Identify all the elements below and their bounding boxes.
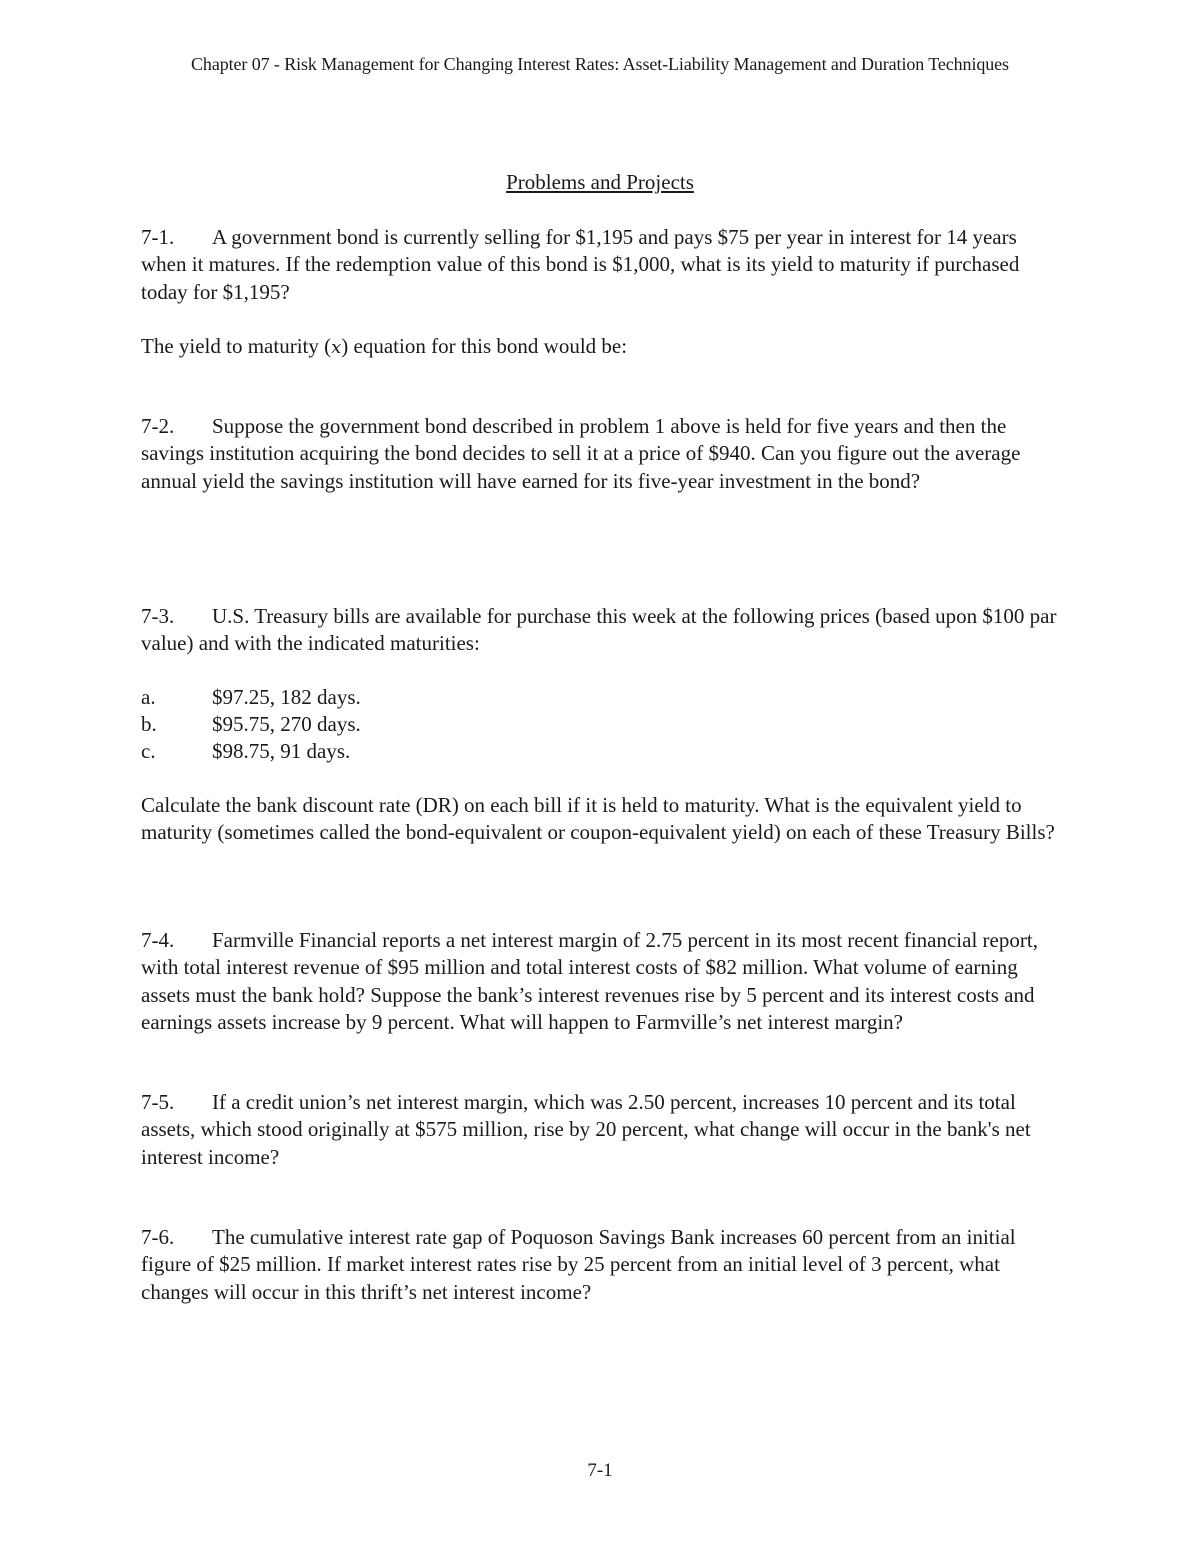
problem-7-2 xyxy=(141,413,1066,495)
problem-number: 7-6. xyxy=(141,1225,175,1249)
problem-number: 7-4. xyxy=(141,928,175,952)
problem-text: Suppose the government bond described in problem 1 above is held for five years and then the savings institution acquiring the bond decides to sell it at a price of $940. Can you figure out the average annual yield the savings institution will have earned for its five-year investment in the bond? xyxy=(141,414,1021,493)
problem-number: 7-1. xyxy=(141,225,175,249)
problem-7-3 xyxy=(141,603,1066,658)
option-b xyxy=(141,711,361,738)
problem-7-6 xyxy=(141,1224,1066,1306)
option-letter: c. xyxy=(141,739,156,763)
problem-text: Farmville Financial reports a net interest margin of 2.75 percent in its most recent financial report, with total interest revenue of $95 million and total interest costs of $82 million. What volume of earning assets must the bank hold? Suppose the bank’s interest revenues rise by 5 percent and its interest costs and earnings assets increase by 9 percent. What will happen to Farmville’s net interest margin? xyxy=(141,928,1038,1034)
problem-7-1 xyxy=(141,224,1066,306)
problem-7-4 xyxy=(141,927,1066,1036)
section-title: Problems and Projects xyxy=(506,170,694,194)
option-c xyxy=(141,738,350,765)
running-header: Chapter 07 - Risk Management for Changing Interest Rates: Asset-Liability Management and Duration Techniques xyxy=(191,54,1009,74)
problem-number: 7-3. xyxy=(141,604,175,628)
followup-text-after: ) equation for this bond would be: xyxy=(341,334,628,358)
problem-7-3-followup: Calculate the bank discount rate (DR) on each bill if it is held to maturity. What is the equivalent yield to maturity (sometimes called the bond-equivalent or coupon-equivalent yield) on each of these Treasury Bills? xyxy=(141,793,1055,845)
problem-text: If a credit union’s net interest margin, which was 2.50 percent, increases 10 percent and its total assets, which stood originally at $575 million, rise by 20 percent, what change will occur in the bank's net interest income? xyxy=(141,1090,1031,1169)
problem-number: 7-5. xyxy=(141,1090,175,1114)
problem-7-5 xyxy=(141,1089,1066,1171)
variable-x: x xyxy=(331,337,342,358)
option-a xyxy=(141,684,361,711)
option-letter: a. xyxy=(141,685,156,709)
problem-number: 7-2. xyxy=(141,414,175,438)
problem-7-1-followup xyxy=(141,333,1066,361)
option-text: $97.25, 182 days. xyxy=(212,685,361,709)
problem-text: U.S. Treasury bills are available for purchase this week at the following prices (based upon $100 par value) and with the indicated maturities: xyxy=(141,604,1057,656)
page-number: 7-1 xyxy=(587,1460,613,1481)
option-text: $98.75, 91 days. xyxy=(212,739,351,763)
problem-text: The cumulative interest rate gap of Poquoson Savings Bank increases 60 percent from an initial figure of $25 million. If market interest rates rise by 25 percent from an initial level of 3 percent, what changes will occur in this thrift’s net interest income? xyxy=(141,1225,1016,1304)
option-text: $95.75, 270 days. xyxy=(212,712,361,736)
problem-text: A government bond is currently selling for $1,195 and pays $75 per year in interest for 14 years when it matures. If the redemption value of this bond is $1,000, what is its yield to maturity if purchased today for $1,195? xyxy=(141,225,1020,304)
option-letter: b. xyxy=(141,712,157,736)
followup-text-before: The yield to maturity ( xyxy=(141,334,332,358)
